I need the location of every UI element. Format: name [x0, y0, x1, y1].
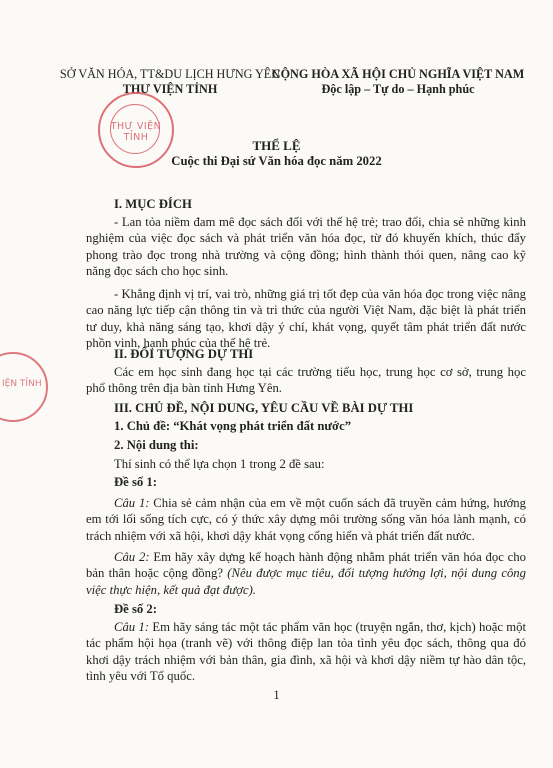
de2-q1-text: Em hãy sáng tác một tác phẩm văn học (truyện ngắn, thơ, kịch) hoặc một tác phẩm hội họa (tranh vẽ) với thông điệp lan tỏa tình yêu đọc sách, thông qua đó khơi dậy trách nhiệm với bản thân, gia đình, xã hội và khơi dậy niềm tự hào dân tộc, tình yêu với Tổ quốc.: [86, 620, 526, 683]
topic-2-question-1: [86, 619, 526, 684]
topic-2-heading: Đề số 2:: [114, 602, 157, 616]
section-3-heading: III. CHỦ ĐỀ, NỘI DUNG, YÊU CẦU VỀ BÀI DỰ THI: [114, 401, 414, 415]
nation-line-2: Độc lập – Tự do – Hạnh phúc: [321, 82, 475, 96]
section-2-para-1: Các em học sinh đang học tại các trường tiểu học, trung học cơ sở, trung học phổ thông trên địa bàn tỉnh Hưng Yên.: [86, 365, 526, 396]
issuing-org: [55, 67, 285, 97]
content-heading: 2. Nội dung thi:: [114, 438, 199, 452]
q2-text: Em hãy xây dựng kế hoạch hành động nhằm phát triển văn hóa đọc cho bản thân hoặc cộng đồng?: [86, 550, 526, 581]
section-1-heading: I. MỤC ĐÍCH: [114, 197, 192, 211]
topic-line: 1. Chủ đề: “Khát vọng phát triển đất nước”: [114, 419, 352, 433]
org-line-2: THƯ VIỆN TỈNH: [122, 82, 218, 96]
side-stamp-text: IỆN TỈNH: [2, 379, 42, 389]
q2-label: Câu 2:: [114, 550, 150, 564]
doc-subtitle: Cuộc thi Đại sứ Văn hóa đọc năm 2022: [171, 154, 382, 168]
section-2-heading: II. ĐỐI TƯỢNG DỰ THI: [114, 347, 254, 361]
page-number: 1: [273, 688, 280, 702]
q2-note: (Nêu được mục tiêu, đối tượng hưởng lợi, nội dung công việc thực hiện, kết quả đạt được).: [86, 566, 526, 597]
side-stamp: [0, 352, 48, 422]
q1-text: Chia sẻ cảm nhận của em về một cuốn sách đã truyền cảm hứng, hướng em tới lối sống tích cực, có ý thức xây dựng môi trường sống văn hóa lành mạnh, có trách nhiệm với xã hội, khơi dậy khát vọng cống hiến và phát triển đất nước.: [86, 496, 526, 543]
national-header: [268, 67, 528, 97]
topic-1-heading: Đề số 1:: [114, 475, 157, 489]
doc-title: THỂ LỆ: [252, 138, 301, 153]
section-1-para-1: - Lan tỏa niềm đam mê đọc sách đối với thế hệ trẻ; trao đổi, chia sẻ những kinh nghiệm của việc đọc sách và phát triển văn hóa đọc, từ đó khuyến khích, thúc đẩy phong trào đọc trong nhà trường và cộng đồng; hình thành thói quen, nâng cao kỹ năng đọc sách cho học sinh.: [86, 215, 526, 278]
choose-line: Thí sinh có thể lựa chọn 1 trong 2 đề sau:: [114, 457, 325, 471]
de2-q1-label: Câu 1:: [114, 620, 150, 634]
section-1-para-2: - Khẳng định vị trí, vai trò, những giá trị tốt đẹp của văn hóa đọc trong việc nâng cao năng lực tiếp cận thông tin và tri thức của người Việt Nam, đặc biệt là phát triển tư duy, khả năng sáng tạo, khơi dậy ý chí, khát vọng, quyết tâm phát triển đất nước phồn vinh, hạnh phúc của thế hệ trẻ.: [86, 287, 526, 350]
topic-1-question-1: [86, 495, 526, 544]
nation-line-1: CỘNG HÒA XÃ HỘI CHỦ NGHĨA VIỆT NAM: [271, 67, 525, 81]
stamp-text: THƯ VIỆN TỈNH: [110, 121, 162, 143]
topic-1-question-2: [86, 549, 526, 598]
org-line-1: SỞ VĂN HÓA, TT&DU LỊCH HƯNG YÊN: [59, 67, 281, 81]
q1-label: Câu 1:: [114, 496, 150, 510]
